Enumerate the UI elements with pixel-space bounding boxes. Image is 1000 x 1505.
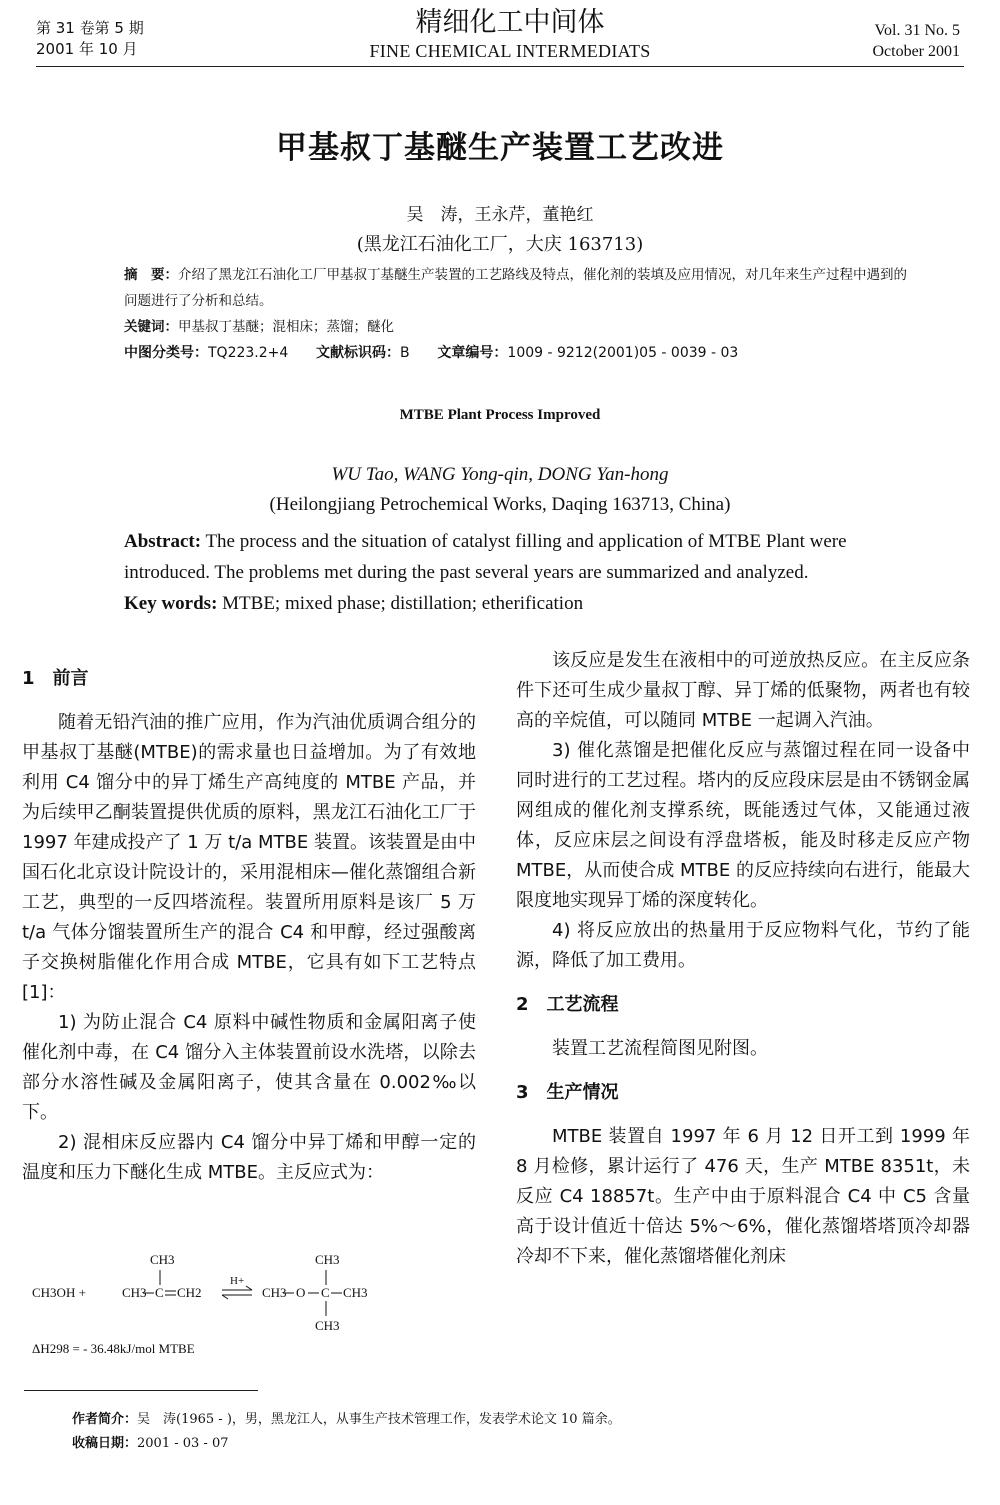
abstract-cn — [86, 262, 916, 366]
volume-cn: 第 31 卷第 5 期 — [36, 19, 144, 37]
feature-2-paragraph: 2) 混相床反应器内 C4 馏分中异丁烯和甲醇一定的温度和压力下醚化生成 MTBE。主反应式为： — [22, 1132, 476, 1183]
footnote-rule — [24, 1390, 258, 1391]
feature-4-paragraph: 4) 将反应放出的热量用于反应物料气化，节约了能源，降低了加工费用。 — [516, 920, 970, 971]
process-flow-paragraph: 装置工艺流程简图见附图。 — [552, 1038, 768, 1059]
feature-1-paragraph: 1) 为防止混合 C4 原料中碱性物质和金属阳离子使催化剂中毒，在 C4 馏分入主体装置前设水洗塔，以除去部分水溶性碱及金属阳离子，使其含量在 0.002‰以下。 — [22, 1012, 476, 1123]
isobutene-ch3-top: CH3 — [150, 1252, 175, 1267]
abstract-label-cn: 摘 要： — [124, 267, 178, 283]
left-column — [22, 664, 476, 1188]
header-rule — [36, 66, 964, 67]
abstract-label-en: Abstract: — [124, 531, 202, 552]
mtbe-ch3-bottom: CH3 — [315, 1318, 340, 1333]
keywords-label-en: Key words: — [124, 593, 218, 614]
class-value: TQ223.2+4 — [208, 345, 289, 361]
mtbe-ch3-right: CH3 — [343, 1285, 368, 1300]
section-heading-2: 2 工艺流程 — [516, 994, 619, 1015]
paper-title-cn: 甲基叔丁基醚生产装置工艺改进 — [276, 130, 724, 166]
article-no-label: 文章编号： — [437, 345, 508, 361]
header-left — [36, 18, 144, 60]
isobutene-ch2: CH2 — [177, 1285, 202, 1300]
abstract-text-en: The process and the situation of catalyst filling and application of MTBE Plant were introduced. The problems met during the past several years are summarized and analyzed. — [124, 531, 847, 583]
bio-label: 作者简介： — [72, 1412, 138, 1427]
keywords-en: MTBE; mixed phase; distillation; etherification — [222, 593, 584, 614]
journal-header — [300, 6, 720, 62]
footnote — [72, 1408, 621, 1456]
journal-name-cn: 精细化工中间体 — [415, 7, 605, 38]
header-right — [872, 20, 960, 62]
intro-paragraph: 随着无铅汽油的推广应用，作为汽油优质调合组分的甲基叔丁基醚(MTBE)的需求量也日益增加。为了有效地利用 C4 馏分中的异丁烯生产高纯度的 MTBE 产品，并为后续甲乙酮装置提供优质的原料，黑龙江石油化工厂于 1997 年建成投产了 1 万 t/a MTBE 装置。该装置是由中国石化北京设计院设计的，采用混相床—催化蒸馏组合新工艺，典型的一反四塔流程。装置所用原料是该厂 5 万 t/a 气体分馏装置所生产的混合 C4 和甲醇，经过强酸离子交换树脂催化作用合成 MTBE，它具有如下工艺特点[1]： — [22, 712, 476, 1003]
doc-code-value: B — [400, 345, 410, 361]
date-cn: 2001 年 10 月 — [36, 40, 138, 58]
section-heading-3: 3 生产情况 — [516, 1082, 619, 1103]
reaction-formula — [30, 1250, 470, 1370]
authors-cn: 吴 涛，王永芹，董艳红 — [406, 205, 594, 225]
abstract-text-cn: 介绍了黑龙江石油化工厂甲基叔丁基醚生产装置的工艺路线及特点，催化剂的装填及应用情况，对几年来生产过程中遇到的问题进行了分析和总结。 — [124, 267, 907, 309]
feature-3-paragraph: 3) 催化蒸馏是把催化反应与蒸馏过程在同一设备中同时进行的工艺过程。塔内的反应段床层是由不锈钢金属网组成的催化剂支撑系统，既能透过气体，又能通过液体，反应床层之间设有浮盘塔板，能及时移走反应产物 MTBE，从而使合成 MTBE 的反应持续向右进行，能最大限度地实现异丁烯的深度转化。 — [516, 740, 970, 911]
keywords-cn: 甲基叔丁基醚；混相床；蒸馏；醚化 — [178, 319, 394, 335]
production-paragraph: MTBE 装置自 1997 年 6 月 12 日开工到 1999 年 8 月检修，累计运行了 476 天，生产 MTBE 8351t，未反应 C4 18857t。生产中由于原料混合 C4 中 C5 含量高于设计值近十倍达 5%～6%，催化蒸馏塔塔顶冷却器冷却不下来，催化蒸馏塔催化剂床 — [516, 1126, 970, 1267]
article-no-value: 1009 - 9212(2001)05 - 0039 - 03 — [507, 345, 739, 361]
received-label: 收稿日期： — [72, 1436, 138, 1451]
section-heading-1: 1 前言 — [22, 668, 89, 689]
reactant-methanol: CH3OH + — [32, 1285, 86, 1300]
mtbe-oxygen: O — [296, 1285, 306, 1300]
reaction-paragraph: 该反应是发生在液相中的可逆放热反应。在主反应条件下还可生成少量叔丁醇、异丁烯的低聚物，两者也有较高的辛烷值，可以随同 MTBE 一起调入汽油。 — [516, 650, 970, 731]
abstract-en — [86, 526, 916, 619]
volume-en: Vol. 31 No. 5 — [874, 22, 960, 39]
affiliation-en: (Heilongjiang Petrochemical Works, Daqing 163713, China) — [269, 494, 731, 515]
class-label: 中图分类号： — [124, 345, 208, 361]
keywords-label-cn: 关键词： — [124, 319, 178, 335]
isobutene-ch3-left: CH3 — [122, 1285, 147, 1300]
isobutene-carbon: C — [155, 1285, 164, 1300]
reaction-enthalpy: ΔH298 = - 36.48kJ/mol MTBE — [32, 1341, 195, 1356]
received-date: 2001 - 03 - 07 — [137, 1436, 229, 1451]
catalyst-label: H+ — [230, 1275, 245, 1287]
right-column — [516, 646, 970, 1272]
mtbe-ch3-left: CH3 — [262, 1285, 287, 1300]
affiliation-cn: (黑龙江石油化工厂，大庆 163713) — [356, 234, 644, 255]
paper-title-en: MTBE Plant Process Improved — [399, 407, 601, 423]
doc-code-label: 文献标识码： — [316, 345, 401, 361]
date-en: October 2001 — [872, 43, 960, 60]
mtbe-ch3-top: CH3 — [315, 1252, 340, 1267]
bio-text: 吴 涛(1965 - )，男，黑龙江人，从事生产技术管理工作，发表学术论文 10 篇余。 — [137, 1412, 621, 1427]
mtbe-carbon: C — [321, 1285, 330, 1300]
authors-en: WU Tao, WANG Yong-qin, DONG Yan-hong — [331, 464, 669, 485]
journal-name-en: FINE CHEMICAL INTERMEDIATS — [369, 41, 651, 61]
